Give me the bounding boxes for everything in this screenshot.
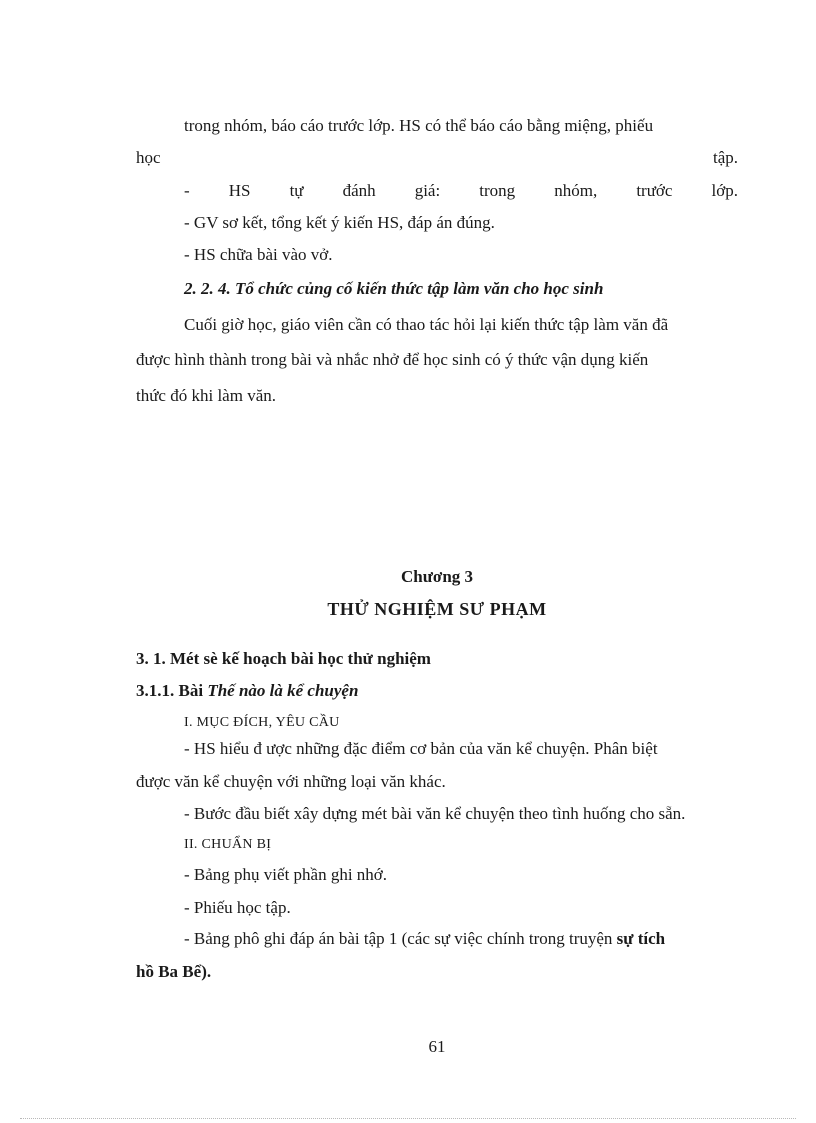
list-item [184, 928, 738, 950]
list-item: - Bảng phụ viết phần ghi nhớ. [184, 865, 388, 884]
chapter-title: THỬ NGHIỆM SƯ PHẠM [327, 599, 547, 619]
story-title-end: hồ Ba Bể [136, 962, 202, 981]
paragraph-line: thức đó khi làm văn. [136, 386, 276, 405]
word: tự [289, 181, 304, 200]
chapter-label: Chương 3 [400, 567, 474, 586]
text-line: - GV sơ kết, tổng kết ý kiến HS, đáp án đúng. [184, 213, 495, 232]
word: - [184, 181, 190, 200]
word: đánh [342, 181, 376, 200]
word: HS [228, 181, 251, 200]
justified-line-hoc-tap [136, 147, 738, 169]
word: nhóm, [554, 181, 598, 200]
subsection-title: Thế nào là kể chuyện [207, 681, 359, 700]
paragraph-line: được văn kể chuyện với những loại văn khác. [136, 772, 446, 791]
word: lớp. [711, 181, 738, 200]
list-item: - Phiếu học tập. [184, 898, 291, 917]
preparation-heading: II. CHUẨN BỊ [184, 837, 272, 852]
paragraph-line: được hình thành trong bài và nhắc nhở để học sinh có ý thức vận dụng kiến [136, 350, 649, 369]
word: trong [479, 181, 516, 200]
subsection-heading-3-1-1 [136, 680, 738, 702]
word: trước [636, 181, 673, 200]
list-item-text: - Bảng phô ghi đáp án bài tập 1 (các sự việc chính trong truyện [184, 929, 617, 948]
text-line: trong nhóm, báo cáo trước lớp. HS có thể báo cáo bằng miệng, phiếu [184, 116, 654, 135]
page-bottom-divider [20, 1118, 796, 1119]
paragraph-line: - HS hiểu đ ược những đặc điểm cơ bản của văn kể chuyện. Phân biệt [184, 739, 658, 758]
story-title: sự tích [616, 929, 666, 948]
page-number: 61 [428, 1037, 446, 1056]
text-line: - HS chữa bài vào vở. [184, 245, 333, 264]
paragraph-line: - Bước đầu biết xây dựng mét bài văn kể chuyện theo tình huống cho sẵn. [184, 804, 686, 823]
paragraph-line: Cuối giờ học, giáo viên cần có thao tác hỏi lại kiến thức tập làm văn đã [184, 315, 669, 334]
justified-line-self-assess [184, 180, 738, 202]
word: tập. [712, 148, 738, 167]
purpose-heading: I. MỤC ĐÍCH, YÊU CẦU [184, 715, 340, 730]
section-heading-3-1: 3. 1. Mét sè kế hoạch bài học thử nghiệm [136, 649, 431, 668]
section-heading-2-2-4: 2. 2. 4. Tổ chức củng cố kiến thức tập làm văn cho học sinh [184, 279, 604, 298]
closing-punct: ). [201, 962, 212, 981]
word: học [136, 148, 161, 167]
list-item-continuation [136, 961, 738, 983]
word: giá: [414, 181, 441, 200]
subsection-prefix: 3.1.1. Bài [136, 681, 208, 700]
